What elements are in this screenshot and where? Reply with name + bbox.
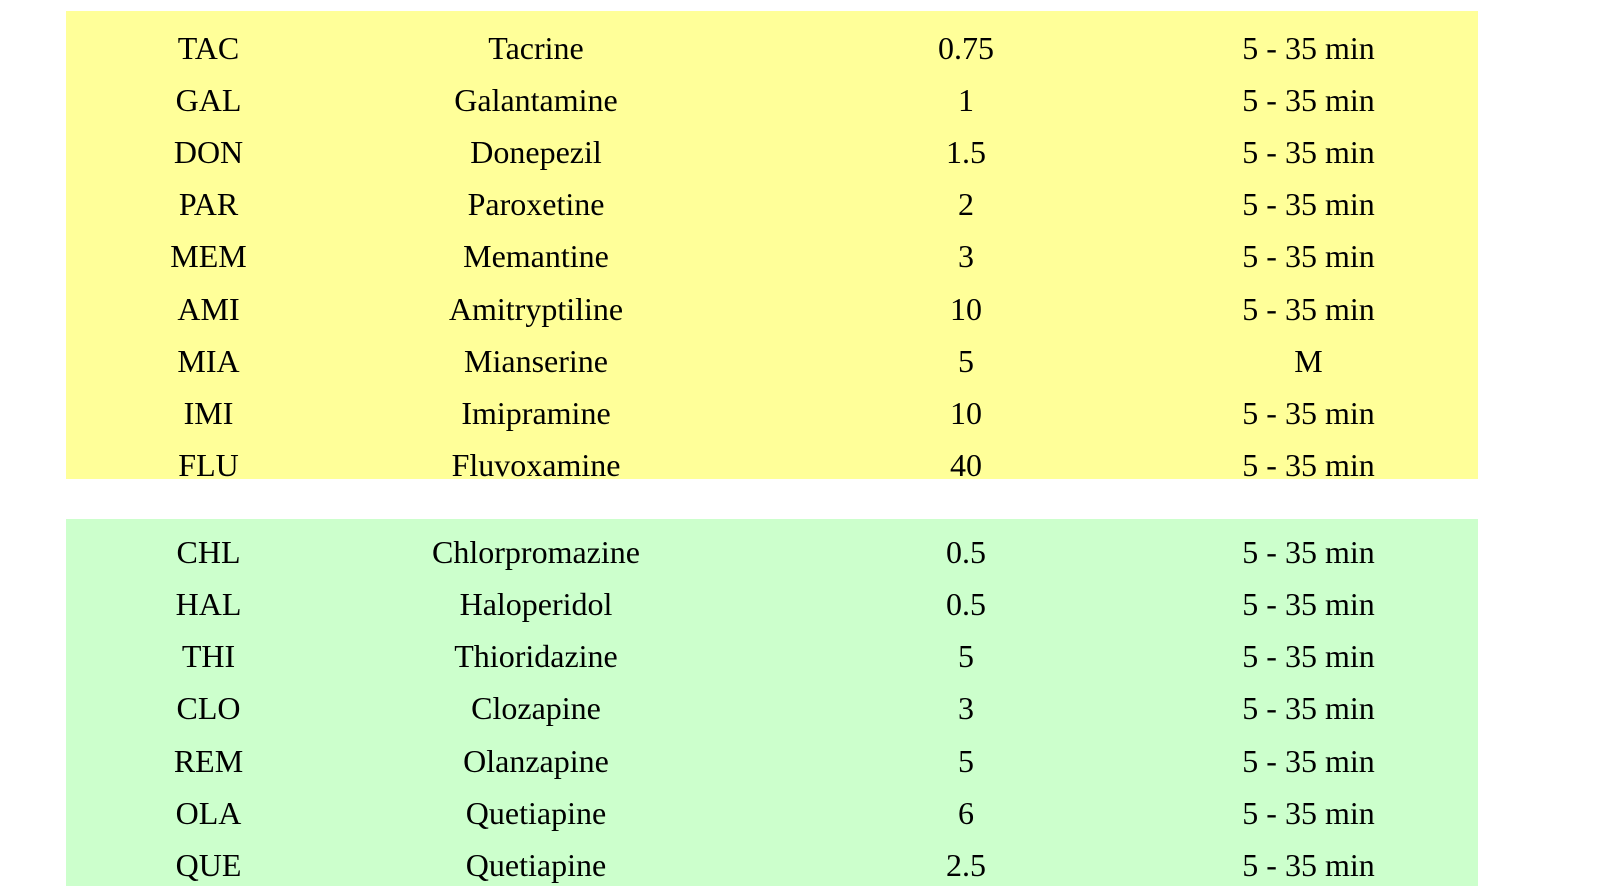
drug-time: 5 - 35 min [1242,395,1375,431]
drug-name: Fluvoxamine [451,447,621,483]
drug-name: Clozapine [471,690,601,726]
drug-name: Haloperidol [459,586,613,622]
drug-value: 6 [958,795,974,831]
drug-name: Amitryptiline [448,291,624,327]
table-row [66,735,1478,787]
drug-code: FLU [178,447,239,483]
drug-code: REM [173,743,244,779]
table-row [66,578,1478,630]
drug-time: 5 - 35 min [1242,690,1375,726]
table-row [66,335,1478,387]
drug-code: DON [173,134,244,170]
table-row [66,839,1478,886]
drug-value: 5 [958,743,974,779]
drug-code: HAL [175,586,242,622]
drug-code: CHL [176,534,241,570]
drug-code: OLA [175,795,242,831]
table-row [66,74,1478,126]
drug-code: GAL [175,82,242,118]
drug-time: 5 - 35 min [1242,186,1375,222]
drug-time: M [1294,343,1323,379]
drug-time: 5 - 35 min [1242,238,1375,274]
drug-time: 5 - 35 min [1242,586,1375,622]
table-row [66,630,1478,682]
drug-name: Imipramine [461,395,611,431]
drug-time: 5 - 35 min [1242,82,1375,118]
drug-time: 5 - 35 min [1242,291,1375,327]
drug-time: 5 - 35 min [1242,795,1375,831]
drug-code: TAC [177,30,240,66]
drug-code: PAR [178,186,239,222]
drug-name: Memantine [463,238,609,274]
drug-name: Quetiapine [465,847,607,883]
table-row [66,439,1478,491]
drug-code: IMI [183,395,234,431]
drug-code: MIA [177,343,240,379]
drug-code: QUE [175,847,242,883]
drug-name: Thioridazine [454,638,618,674]
drug-code: AMI [177,291,240,327]
drug-table-group-2 [66,519,1478,886]
drug-time: 5 - 35 min [1242,847,1375,883]
drug-code: CLO [176,690,241,726]
drug-name: Paroxetine [467,186,605,222]
drug-code: THI [181,638,236,674]
drug-name: Galantamine [454,82,618,118]
drug-value: 1.5 [946,134,986,170]
drug-value: 3 [958,238,974,274]
drug-name: Tacrine [488,30,584,66]
drug-value: 5 [958,638,974,674]
table-row [66,126,1478,178]
table-row [66,22,1478,74]
drug-time: 5 - 35 min [1242,638,1375,674]
drug-value: 10 [950,291,982,327]
drug-value: 1 [958,82,974,118]
drug-name: Donepezil [470,134,602,170]
drug-time: 5 - 35 min [1242,534,1375,570]
drug-time: 5 - 35 min [1242,447,1375,483]
drug-value: 2.5 [946,847,986,883]
drug-value: 3 [958,690,974,726]
drug-value: 40 [950,447,982,483]
drug-table-group-1 [66,11,1478,483]
drug-value: 10 [950,395,982,431]
drug-name: Quetiapine [465,795,607,831]
drug-code: MEM [170,238,247,274]
table-row [66,787,1478,839]
drug-name: Mianserine [464,343,608,379]
table-row [66,230,1478,282]
table-row [66,526,1478,578]
table-row [66,283,1478,335]
drug-value: 0.5 [946,586,986,622]
drug-name: Chlorpromazine [432,534,640,570]
drug-value: 5 [958,343,974,379]
table-row [66,682,1478,734]
drug-name: Olanzapine [463,743,609,779]
drug-value: 0.75 [938,30,994,66]
drug-time: 5 - 35 min [1242,30,1375,66]
drug-time: 5 - 35 min [1242,134,1375,170]
drug-value: 0.5 [946,534,986,570]
table-row [66,178,1478,230]
drug-time: 5 - 35 min [1242,743,1375,779]
drug-value: 2 [958,186,974,222]
table-row [66,387,1478,439]
